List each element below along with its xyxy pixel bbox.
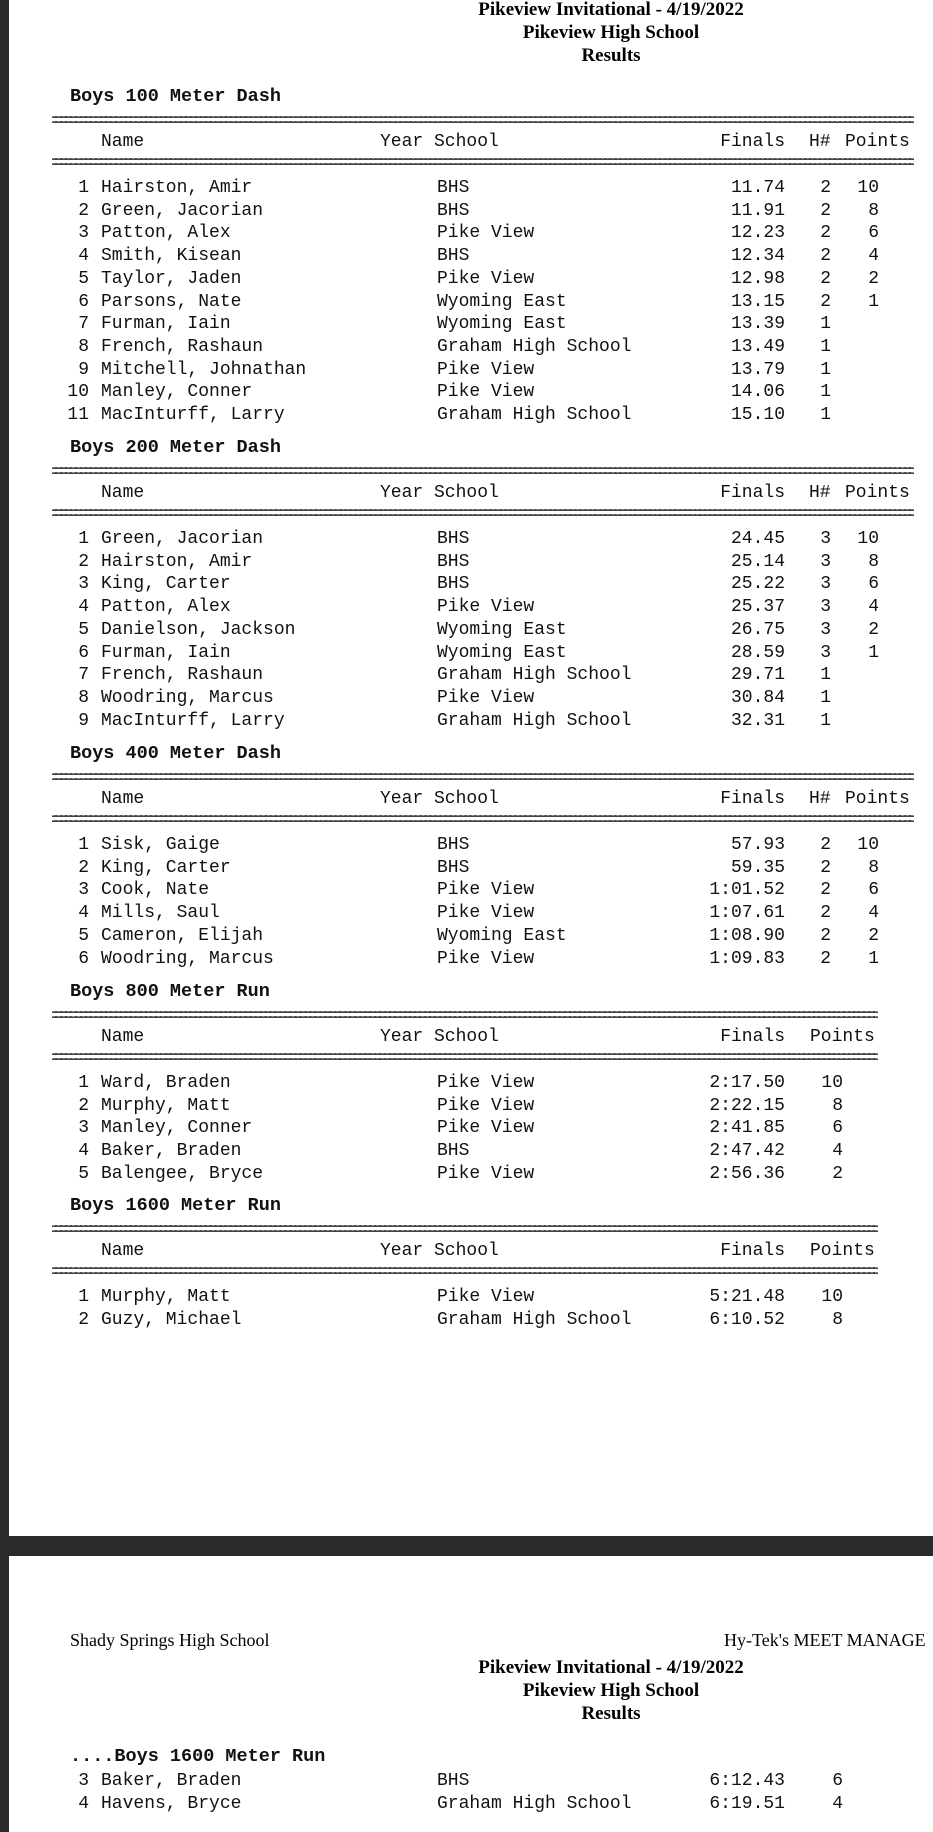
place: 5 [78,268,89,289]
host-school: Pikeview High School [522,22,700,43]
place: 3 [78,1118,89,1139]
table-row [9,596,933,618]
place: 6 [78,948,89,969]
heat: 3 [820,529,831,549]
results-title: Results [581,45,641,66]
event-title: Boys 200 Meter Dash [70,437,281,458]
heat: 2 [820,200,831,221]
athlete-name: King, Carter [101,574,231,595]
table-row [9,1140,933,1162]
school: Pike View [437,1118,535,1139]
points: 10 [857,835,879,855]
finals-time: 11.74 [730,178,785,198]
table-row [9,925,933,947]
school: BHS [437,200,470,221]
table-row [9,1095,933,1117]
table-row [9,528,933,550]
col-name: Name [101,483,145,503]
points: 2 [832,1163,843,1184]
points: 2 [868,925,879,946]
school: Pike View [437,268,535,289]
page-header-2 [9,1654,933,1734]
place: 3 [78,1771,89,1791]
athlete-name: Guzy, Michael [101,1309,242,1330]
place: 3 [78,223,89,244]
heat: 1 [820,710,831,731]
col-points: Points [845,483,910,503]
finals-time: 6:10.52 [709,1309,785,1330]
points: 10 [857,178,879,198]
finals-time: 1:08.90 [709,925,785,946]
athlete-name: Manley, Conner [101,1118,253,1139]
points: 8 [832,1309,843,1330]
finals-time: 32.31 [730,710,785,731]
event-title: Boys 1600 Meter Run [70,1195,281,1216]
athlete-name: Baker, Braden [101,1141,242,1162]
points: 2 [868,619,879,640]
points: 10 [821,1073,843,1093]
separator-line [52,464,914,477]
athlete-name: French, Rashaun [101,336,264,357]
event-title: Boys 800 Meter Run [70,981,270,1002]
col-finals: Finals [720,132,785,152]
heat: 3 [820,642,831,663]
athlete-name: Hairston, Amir [101,178,253,198]
points: 8 [832,1095,843,1116]
finals-time: 25.37 [730,597,785,618]
school: Graham High School [437,405,632,425]
school: BHS [437,857,470,878]
place: 1 [78,1073,89,1093]
heat: 3 [820,619,831,640]
place: 5 [78,1163,89,1184]
finals-time: 13.49 [730,336,785,357]
points: 1 [868,948,879,969]
finals-time: 25.22 [730,574,785,595]
table-row [9,200,933,222]
running-header-right: Hy-Tek's MEET MANAGE [724,1630,926,1650]
meet-title: Pikeview Invitational - 4/19/2022 [478,0,744,20]
heat: 2 [820,223,831,244]
school: BHS [437,178,470,198]
column-header-row [9,788,933,810]
table-row [9,642,933,664]
table-row [9,404,933,426]
table-row [9,619,933,641]
heat: 1 [820,687,831,708]
finals-time: 1:09.83 [709,948,785,969]
heat: 3 [820,597,831,618]
heat: 1 [820,405,831,425]
meet-title-2: Pikeview Invitational - 4/19/2022 [478,1657,744,1678]
table-row [9,291,933,313]
results-title-2: Results [581,1703,641,1724]
points: 4 [832,1141,843,1162]
place: 6 [78,291,89,312]
page-header [9,0,933,76]
table-row [9,245,933,267]
athlete-name: Mitchell, Johnathan [101,359,307,380]
points: 4 [868,597,879,618]
table-row [9,664,933,686]
school: Pike View [437,1163,535,1184]
table-row [9,1072,933,1094]
school: Pike View [437,382,535,403]
place: 7 [78,314,89,335]
athlete-name: Murphy, Matt [101,1287,231,1307]
separator-line [52,770,914,783]
col-finals: Finals [720,1027,785,1047]
points: 10 [857,529,879,549]
col-name: Name [101,1241,145,1261]
school: Pike View [437,1095,535,1116]
col-name: Name [101,789,145,809]
finals-time: 13.79 [730,359,785,380]
school: Wyoming East [437,314,567,335]
athlete-name: Woodring, Marcus [101,687,274,708]
finals-time: 59.35 [730,857,785,878]
athlete-name: Ward, Braden [101,1073,231,1093]
table-row [9,1793,933,1815]
school: Pike View [437,1287,535,1307]
place: 2 [78,1095,89,1116]
athlete-name: Mills, Saul [101,903,220,924]
results-page-2 [9,1556,933,1832]
place: 6 [78,642,89,663]
heat: 2 [820,178,831,198]
place: 7 [78,665,89,686]
athlete-name: Green, Jacorian [101,200,264,221]
school: BHS [437,246,470,267]
athlete-name: Furman, Iain [101,642,231,663]
col-heat: H# [809,132,831,152]
school: Pike View [437,597,535,618]
host-school-2: Pikeview High School [522,1680,700,1701]
finals-time: 5:21.48 [709,1287,785,1307]
athlete-name: Hairston, Amir [101,551,253,572]
place: 2 [78,200,89,221]
place: 1 [78,835,89,855]
school: Graham High School [437,1309,632,1330]
athlete-name: Balengee, Bryce [101,1163,264,1184]
table-row [9,268,933,290]
heat: 1 [820,382,831,403]
school: Pike View [437,687,535,708]
place: 4 [78,1141,89,1162]
results-page-1 [9,0,933,1536]
finals-time: 11.91 [730,200,785,221]
heat: 2 [820,835,831,855]
points: 6 [832,1118,843,1139]
table-row [9,177,933,199]
heat: 2 [820,857,831,878]
place: 3 [78,880,89,901]
finals-time: 6:19.51 [709,1793,785,1814]
athlete-name: French, Rashaun [101,665,264,686]
table-row [9,879,933,901]
school: Wyoming East [437,925,567,946]
table-row [9,834,933,856]
finals-time: 13.39 [730,314,785,335]
heat: 2 [820,880,831,901]
col-year-school: Year School [380,1027,499,1047]
col-name: Name [101,1027,145,1047]
event-title: ....Boys 1600 Meter Run [70,1746,326,1767]
heat: 3 [820,551,831,572]
school: Pike View [437,903,535,924]
place: 4 [78,1793,89,1814]
finals-time: 28.59 [730,642,785,663]
athlete-name: MacInturff, Larry [101,710,285,731]
place: 4 [78,597,89,618]
table-row [9,857,933,879]
school: Graham High School [437,336,632,357]
school: Graham High School [437,710,632,731]
table-row [9,573,933,595]
athlete-name: Woodring, Marcus [101,948,274,969]
athlete-name: Havens, Bryce [101,1793,242,1814]
school: Pike View [437,359,535,380]
col-points: Points [810,1027,875,1047]
points: 4 [868,246,879,267]
athlete-name: MacInturff, Larry [101,405,285,425]
points: 6 [868,880,879,901]
col-finals: Finals [720,483,785,503]
heat: 2 [820,291,831,312]
finals-time: 1:01.52 [709,880,785,901]
points: 6 [868,223,879,244]
col-points: Points [810,1241,875,1261]
finals-time: 2:56.36 [709,1163,785,1184]
athlete-name: Cameron, Elijah [101,925,264,946]
athlete-name: Cook, Nate [101,880,210,901]
finals-time: 25.14 [730,551,785,572]
heat: 2 [820,246,831,267]
column-header-row [9,1026,933,1048]
school: Graham High School [437,1793,632,1814]
school: Wyoming East [437,619,567,640]
school: BHS [437,529,470,549]
table-row [9,902,933,924]
place: 10 [67,382,89,403]
table-row [9,551,933,573]
col-points: Points [845,132,910,152]
school: BHS [437,551,470,572]
separator-line [52,113,914,126]
athlete-name: Smith, Kisean [101,246,242,267]
finals-time: 6:12.43 [709,1771,785,1791]
col-heat: H# [809,483,831,503]
table-row [9,336,933,358]
finals-time: 2:41.85 [709,1118,785,1139]
table-row [9,381,933,403]
points: 2 [868,268,879,289]
school: Graham High School [437,665,632,686]
finals-time: 12.34 [730,246,785,267]
col-finals: Finals [720,789,785,809]
event-title: Boys 100 Meter Dash [70,86,281,107]
finals-time: 29.71 [730,665,785,686]
athlete-name: Parsons, Nate [101,291,242,312]
place: 1 [78,529,89,549]
finals-time: 12.98 [730,268,785,289]
table-row [9,1286,933,1308]
points: 6 [832,1771,843,1791]
table-row [9,1117,933,1139]
school: BHS [437,835,470,855]
heat: 2 [820,268,831,289]
col-finals: Finals [720,1241,785,1261]
separator-line [52,1050,878,1063]
athlete-name: Taylor, Jaden [101,268,242,289]
place: 2 [78,857,89,878]
points: 8 [868,551,879,572]
heat: 1 [820,314,831,335]
place: 11 [67,405,89,425]
separator-line [52,1222,878,1235]
separator-line [52,155,914,168]
separator-line [52,1008,878,1021]
points: 10 [821,1287,843,1307]
table-row [9,710,933,732]
finals-time: 2:17.50 [709,1073,785,1093]
table-row [9,1309,933,1331]
school: BHS [437,1141,470,1162]
heat: 1 [820,336,831,357]
finals-time: 15.10 [730,405,785,425]
place: 8 [78,336,89,357]
school: Pike View [437,880,535,901]
points: 8 [868,200,879,221]
place: 2 [78,551,89,572]
heat: 2 [820,948,831,969]
table-row [9,313,933,335]
column-header-row [9,1240,933,1262]
table-row [9,1163,933,1185]
finals-time: 12.23 [730,223,785,244]
athlete-name: Manley, Conner [101,382,253,403]
col-year-school: Year School [380,1241,499,1261]
finals-time: 57.93 [730,835,785,855]
place: 5 [78,619,89,640]
heat: 1 [820,665,831,686]
athlete-name: Patton, Alex [101,223,231,244]
col-heat: H# [809,789,831,809]
finals-time: 1:07.61 [709,903,785,924]
col-year-school: Year School [380,789,499,809]
school: Wyoming East [437,291,567,312]
school: Wyoming East [437,642,567,663]
finals-time: 2:22.15 [709,1095,785,1116]
points: 8 [868,857,879,878]
school: Pike View [437,948,535,969]
col-year-school: Year School [380,132,499,152]
separator-line [52,506,914,519]
column-header-row [9,131,933,153]
athlete-name: Baker, Braden [101,1771,242,1791]
table-row [9,359,933,381]
table-row [9,222,933,244]
place: 9 [78,710,89,731]
athlete-name: Patton, Alex [101,597,231,618]
place: 1 [78,1287,89,1307]
table-row [9,687,933,709]
athlete-name: Sisk, Gaige [101,835,220,855]
finals-time: 24.45 [730,529,785,549]
finals-time: 30.84 [730,687,785,708]
school: Pike View [437,1073,535,1093]
athlete-name: Murphy, Matt [101,1095,231,1116]
table-row [9,1770,933,1792]
col-year-school: Year School [380,483,499,503]
finals-time: 26.75 [730,619,785,640]
points: 1 [868,291,879,312]
finals-time: 14.06 [730,382,785,403]
points: 4 [868,903,879,924]
school: BHS [437,574,470,595]
heat: 1 [820,359,831,380]
place: 4 [78,246,89,267]
place: 3 [78,574,89,595]
separator-line [52,812,914,825]
table-row [9,948,933,970]
event-title: Boys 400 Meter Dash [70,743,281,764]
athlete-name: King, Carter [101,857,231,878]
athlete-name: Danielson, Jackson [101,619,296,640]
points: 4 [832,1793,843,1814]
points: 6 [868,574,879,595]
heat: 2 [820,925,831,946]
place: 1 [78,178,89,198]
athlete-name: Green, Jacorian [101,529,264,549]
running-header-left: Shady Springs High School [70,1630,270,1650]
points: 1 [868,642,879,663]
school: Pike View [437,223,535,244]
separator-line [52,1264,878,1277]
finals-time: 13.15 [730,291,785,312]
finals-time: 2:47.42 [709,1141,785,1162]
column-header-row [9,482,933,504]
place: 2 [78,1309,89,1330]
place: 8 [78,687,89,708]
heat: 2 [820,903,831,924]
school: BHS [437,1771,470,1791]
place: 5 [78,925,89,946]
heat: 3 [820,574,831,595]
place: 4 [78,903,89,924]
place: 9 [78,359,89,380]
col-points: Points [845,789,910,809]
col-name: Name [101,132,145,152]
athlete-name: Furman, Iain [101,314,231,335]
